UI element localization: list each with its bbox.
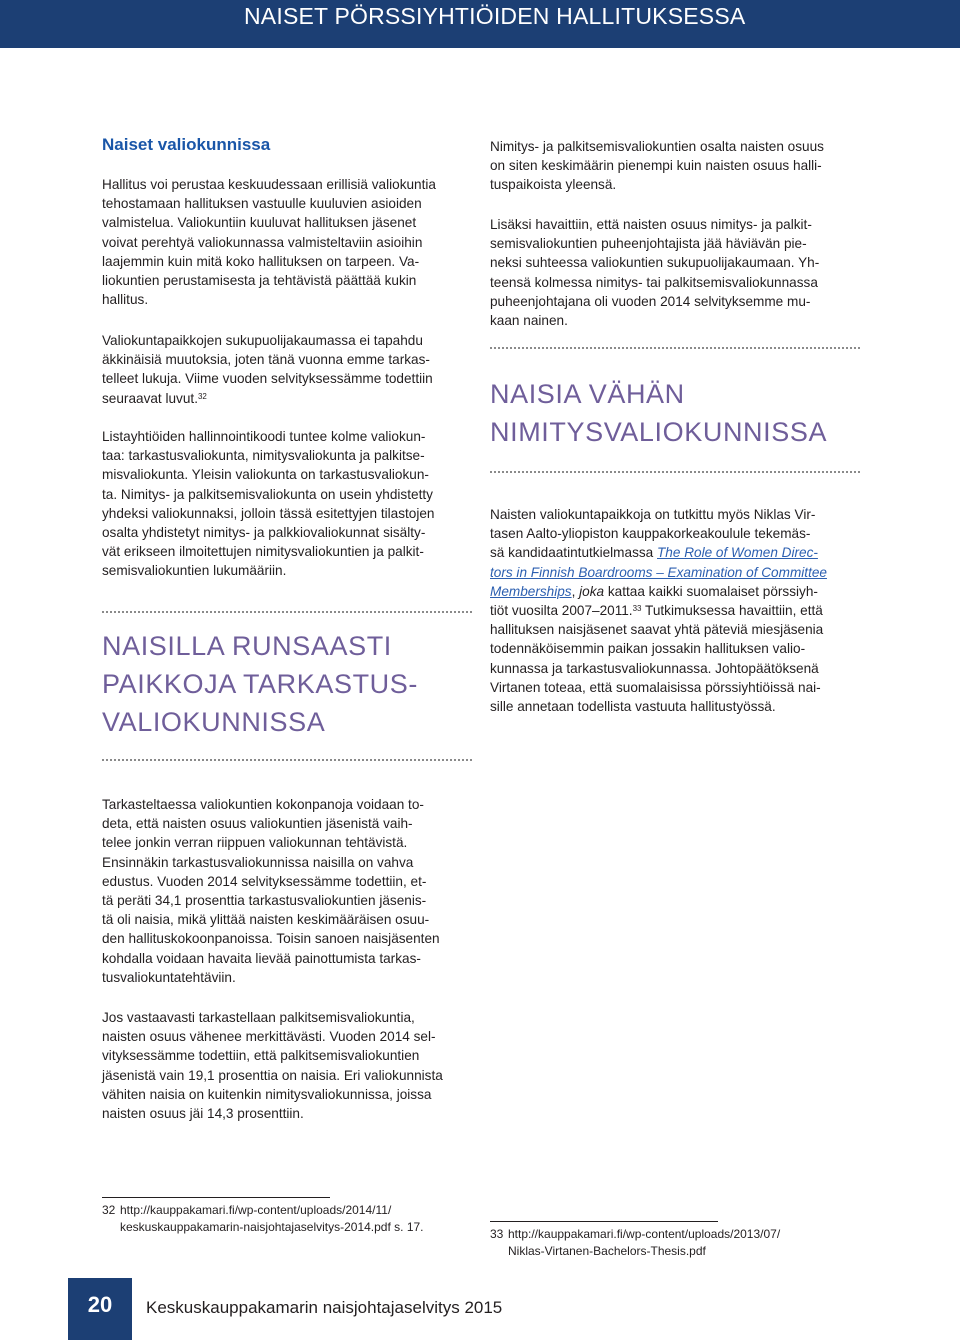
text-line: Listayhtiöiden hallinnointikoodi tuntee kolme valiokun- (102, 429, 426, 444)
text-line: puheenjohtajana oli vuoden 2014 selvityksemme mu- (490, 293, 811, 309)
footnote-url[interactable]: http://kauppakamari.fi/wp-content/uploads/2014/11/ (120, 1203, 392, 1217)
footnote-line (102, 1202, 424, 1219)
footnote-ref-33[interactable]: 33 (632, 604, 642, 614)
text-span: tiöt vuosilta 2007–2011. (490, 603, 633, 619)
section-divider-bottom (490, 471, 860, 473)
text-line: Valiokuntapaikkojen sukupuolijakaumassa ei tapahdu (102, 333, 423, 348)
text-line (490, 601, 860, 620)
text-line: Ensinnäkin tarkastusvaliokunnissa naisilla on vahva (102, 854, 414, 870)
publication-title: Keskuskauppakamarin naisjohtajaselvitys 2015 (146, 1298, 503, 1317)
text-line: deta, että naisten osuus valiokuntien jäsenistä vaih- (102, 816, 413, 832)
text-line: kohdalla voidaan havaita lievää painottumista tarkas- (102, 950, 421, 966)
text-line (490, 582, 860, 601)
left-paragraph-2 (102, 331, 472, 408)
text-line: semisvaliokuntien lukumääriin. (102, 563, 287, 579)
footnote-32 (102, 1202, 424, 1236)
text-line: naisten osuus jäi 14,3 prosenttiin. (102, 1106, 304, 1122)
text-line: tasen Aalto-yliopiston kauppakorkeakoulule tekemäs- (490, 526, 811, 542)
text-line (490, 543, 860, 562)
thesis-title-link[interactable]: The Role of Women Direc- (657, 545, 818, 561)
footnote-url[interactable]: Niklas-Virtanen-Bachelors-Thesis.pdf (508, 1244, 706, 1258)
section-divider-bottom (102, 759, 472, 761)
text-line: vät erikseen ilmoitettujen nimitysvaliokuntien ja palkit- (102, 544, 424, 560)
heading-line: VALIOKUNNISSA (102, 707, 326, 737)
text-line: Tarkasteltaessa valiokuntien kokonpanoja voidaan to- (102, 797, 424, 812)
text-line: telleet lukuja. Viime vuoden selvityksessämme todettiin (102, 371, 433, 387)
text-line: neksi suhteessa valiokuntien sukupuolijakaumaan. Yh- (490, 255, 820, 271)
thesis-title-link[interactable]: Memberships (490, 583, 572, 599)
footnote-line (490, 1226, 780, 1243)
text-line: tusvaliokuntatehtäviin. (102, 969, 236, 985)
right-paragraph-3 (490, 505, 860, 716)
running-header-title: NAISET PÖRSSIYHTIÖIDEN HALLITUKSESSA (244, 3, 746, 29)
text-line: naisten osuus vähenee merkittävästi. Vuoden 2014 sel- (102, 1029, 436, 1045)
section-divider-top (490, 347, 860, 349)
text-line: edustus. Vuoden 2014 selvityksessämme todettiin, et- (102, 873, 427, 889)
footnote-number: 32 (102, 1203, 116, 1217)
text-line: kunnassa ja tarkastusvaliokunnassa. Johtopäätöksenä (490, 660, 819, 676)
text-span: kattaa kaikki suomalaiset pörssiyh- (604, 583, 818, 599)
right-paragraph-1 (490, 137, 860, 195)
thesis-title-link[interactable]: tors in Finnish Boardrooms – Examination of Committee (490, 564, 827, 580)
text-line: sille annetaan todellista vastuuta hallitustyössä. (490, 699, 776, 715)
text-line: tuspaikoista yleensä. (490, 177, 617, 193)
section-divider-top (102, 611, 472, 613)
header-bar (0, 0, 960, 48)
text-line: vähiten naisia on kuitenkin nimitysvaliokunnissa, joissa (102, 1086, 432, 1102)
footnote-url[interactable]: keskuskauppakamarin-naisjohtajaselvitys-2014.pdf s. 17. (120, 1220, 424, 1234)
heading-line: NAISIA VÄHÄN (490, 379, 685, 409)
text-line: taa: tarkastusvaliokunta, nimitysvaliokunta ja palkitse- (102, 448, 425, 464)
page-number-box (68, 1278, 132, 1340)
text-span: seuraavat luvut. (102, 390, 198, 406)
text-line: Hallitus voi perustaa keskuudessaan erillisiä valiokuntia (102, 177, 436, 192)
footnote-number: 33 (490, 1227, 504, 1241)
subheading-naiset-valiokunnissa: Naiset valiokunnissa (102, 135, 271, 154)
heading-line: NAISILLA RUNSAASTI (102, 631, 392, 661)
text-line: teensä kolmessa nimitys- tai palkitsemisvaliokunnassa (490, 274, 818, 290)
text-line: kaan nainen. (490, 313, 568, 329)
text-span: sä kandidaatintutkielmassa (490, 545, 657, 561)
text-line: Naisten valiokuntapaikkoja on tutkittu myös Niklas Vir- (490, 507, 816, 522)
heading-line: PAIKKOJA TARKASTUS- (102, 669, 418, 699)
text-line: Lisäksi havaittiin, että naisten osuus nimitys- ja palkit- (490, 217, 812, 232)
text-line: semisvaliokuntien puheenjohtajista jää häviävän pie- (490, 236, 807, 252)
text-line: osalta yhdistetyt nimitys- ja palkkiovaliokunnat sisälty- (102, 525, 426, 541)
footnote-separator (490, 1221, 718, 1222)
text-line: laajemmin kuin mitä koko hallituksen on tarpeen. Va- (102, 253, 420, 269)
footnote-separator (102, 1197, 330, 1198)
text-line: on siten keskimäärin pienempi kuin naisten osuus halli- (490, 158, 822, 174)
text-line: Nimitys- ja palkitsemisvaliokuntien osalta naisten osuus (490, 139, 824, 154)
section-heading-naisia-vahan (490, 375, 827, 451)
text-span: , (571, 583, 576, 599)
left-paragraph-3 (102, 427, 472, 581)
right-paragraph-2 (490, 215, 860, 330)
text-line: den hallituskokoonpanoissa. Toisin sanoen naisjäsenten (102, 931, 440, 947)
text-line: tä peräti 34,1 prosenttia tarkastusvaliokuntien jäsenis- (102, 893, 427, 909)
text-line: misvaliokunta. Yleisin valiokunta on tarkastusvaliokun- (102, 467, 429, 483)
text-line: liokuntien perustamisesta ja tehtävistä päättää kukin (102, 273, 417, 289)
page-number: 20 (87, 1292, 113, 1317)
text-line: telee jonkin verran riippuen valiokunnan tehtävistä. (102, 835, 408, 851)
section-heading-naisilla-runsaasti (102, 627, 418, 741)
text-span-italic: joka (575, 583, 605, 599)
text-line: hallitus. (102, 292, 149, 308)
text-line: valmistelua. Valiokuntiin kuuluvat hallituksen jäsenet (102, 215, 417, 231)
text-line: hallituksen naisjäsenet saavat yhtä päteviä miesjäsenia (490, 622, 824, 638)
text-line: tä oli naisia, mikä ylittää naisten keskimääräisen osuu- (102, 912, 430, 928)
text-line: Virtanen toteaa, että suomalaisissa pörssiyhtiöissä nai- (490, 679, 821, 695)
text-line: ta. Nimitys- ja palkitsemisvaliokunta on usein yhdistetty (102, 486, 433, 502)
heading-line: NIMITYSVALIOKUNNISSA (490, 417, 828, 447)
text-line: voivat perehtyä valiokunnassa valmisteltaviin asioihin (102, 234, 423, 250)
text-line: vityksessämme todettiin, että palkitsemisvaliokuntien (102, 1048, 420, 1064)
left-paragraph-5 (102, 1008, 472, 1123)
text-line: Jos vastaavasti tarkastellaan palkitsemisvaliokuntia, (102, 1010, 415, 1025)
text-line: jäsenistä vain 19,1 prosenttia on naisia. Eri valiokunnista (102, 1067, 443, 1083)
text-line (490, 563, 860, 582)
text-line: äkkinäisiä muutoksia, joten tänä vuonna emme tarkas- (102, 352, 430, 368)
text-line: yhdeksi valiokunnaksi, jolloin tässä esitettyjen tilastojen (102, 505, 435, 521)
text-line: tehostamaan hallituksen vastuulle kuuluvien asioiden (102, 196, 422, 212)
footnote-ref-32[interactable]: 32 (197, 391, 207, 401)
left-paragraph-1 (102, 175, 472, 309)
footnote-url[interactable]: http://kauppakamari.fi/wp-content/uploads/2013/07/ (508, 1227, 781, 1241)
text-line (102, 389, 472, 408)
text-line: todennäköisemmin paikan jossakin hallituksen valio- (490, 641, 806, 657)
footnote-33 (490, 1226, 780, 1260)
text-span: Tutkimuksessa havaittiin, että (641, 603, 823, 619)
left-paragraph-4 (102, 795, 472, 987)
